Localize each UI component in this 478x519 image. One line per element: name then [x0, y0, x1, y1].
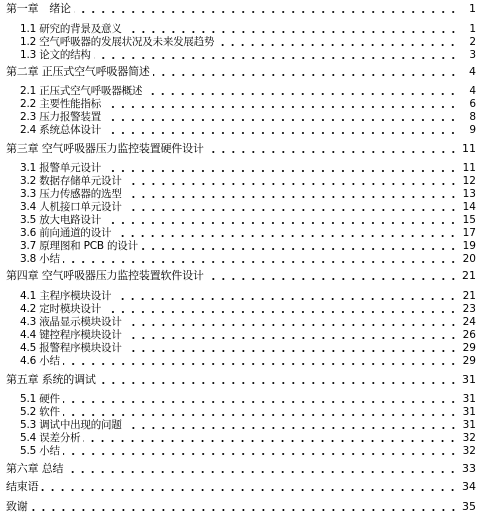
dot-leader: [207, 151, 458, 153]
toc-entry-title: 3.4 人机接口单元设计: [20, 201, 122, 213]
toc-section-entry[interactable]: [0, 303, 478, 315]
dot-leader: [104, 119, 458, 121]
toc-entry-page-number: 29: [462, 355, 476, 367]
toc-entry-title: 第六章 总结: [6, 462, 64, 475]
dot-leader: [63, 363, 458, 365]
toc-entry-title: 3.7 原理图和 PCB 的设计: [20, 240, 138, 252]
toc-section-entry[interactable]: [0, 23, 478, 35]
dot-leader: [63, 414, 458, 416]
toc-entry-title: 4.3 液晶显示模块设计: [20, 316, 122, 328]
dot-leader: [207, 278, 458, 280]
toc-section-entry[interactable]: [0, 201, 478, 213]
dot-leader: [125, 31, 458, 33]
toc-entry-title: 4.6 小结: [20, 355, 60, 367]
dot-leader: [125, 337, 458, 339]
toc-section-entry[interactable]: [0, 445, 478, 457]
toc-entry-title: 4.2 定时模块设计: [20, 303, 102, 315]
toc-entry-page-number: 4: [469, 85, 476, 97]
toc-entry-title: 1.1 研究的背景及意义: [20, 23, 122, 35]
toc-entry-page-number: 23: [462, 303, 476, 315]
toc-entry-title: 3.6 前向通道的设计: [20, 227, 112, 239]
toc-entry-title: 4.5 报警程序模块设计: [20, 342, 122, 354]
toc-chapter-entry[interactable]: [0, 463, 478, 475]
toc-entry-page-number: 6: [469, 98, 476, 110]
toc-entry-title: 5.1 硬件: [20, 393, 60, 405]
toc-entry-page-number: 1: [469, 23, 476, 35]
toc-section-entry[interactable]: [0, 162, 478, 174]
toc-entry-title: 3.3 压力传感器的选型: [20, 188, 122, 200]
toc-entry-title: 5.3 调试中出现的问题: [20, 419, 122, 431]
toc-section-entry[interactable]: [0, 329, 478, 341]
toc-section-entry[interactable]: [0, 290, 478, 302]
toc-chapter-entry[interactable]: [0, 270, 478, 282]
toc-entry-page-number: 4: [469, 65, 476, 78]
toc-entry-title: 第五章 系统的调试: [6, 373, 96, 386]
toc-entry-title: 第二章 正压式空气呼吸器简述: [6, 65, 150, 78]
dot-leader: [104, 106, 458, 108]
dot-leader: [125, 427, 458, 429]
toc-entry-title: 5.5 小结: [20, 445, 60, 457]
toc-entry-title: 1.2 空气呼吸器的发展状况及未来发展趋势: [20, 36, 215, 48]
toc-entry-page-number: 9: [469, 124, 476, 136]
toc-section-entry[interactable]: [0, 342, 478, 354]
dot-leader: [104, 311, 458, 313]
toc-chapter-entry[interactable]: [0, 481, 478, 493]
toc-entry-title: 第四章 空气呼吸器压力监控装置软件设计: [6, 269, 204, 282]
dot-leader: [94, 57, 458, 59]
toc-entry-title: 2.3 压力报警装置: [20, 111, 102, 123]
dot-leader: [125, 350, 458, 352]
toc-entry-page-number: 3: [469, 49, 476, 61]
toc-chapter-entry[interactable]: [0, 501, 478, 513]
dot-leader: [66, 471, 458, 473]
dot-leader: [217, 44, 458, 46]
dot-leader: [31, 509, 458, 511]
toc-entry-page-number: 15: [462, 214, 476, 226]
toc-section-entry[interactable]: [0, 227, 478, 239]
toc-entry-page-number: 31: [462, 406, 476, 418]
dot-leader: [153, 74, 458, 76]
toc-entry-title: 第三章 空气呼吸器压力监控装置硬件设计: [6, 142, 204, 155]
toc-section-entry[interactable]: [0, 393, 478, 405]
toc-entry-page-number: 29: [462, 342, 476, 354]
dot-leader: [63, 401, 458, 403]
dot-leader: [125, 324, 458, 326]
dot-leader: [114, 298, 458, 300]
dot-leader: [74, 11, 458, 13]
toc-entry-title: 5.2 软件: [20, 406, 60, 418]
toc-entry-title: 4.4 键控程序模块设计: [20, 329, 122, 341]
toc-entry-title: 致谢: [6, 500, 28, 513]
toc-entry-page-number: 11: [462, 142, 476, 155]
toc-entry-page-number: 20: [462, 253, 476, 265]
toc-entry-page-number: 11: [462, 162, 476, 174]
toc-entry-page-number: 31: [462, 419, 476, 431]
toc-section-entry[interactable]: [0, 214, 478, 226]
toc-entry-title: 3.2 数据存储单元设计: [20, 175, 122, 187]
toc-entry-page-number: 12: [462, 175, 476, 187]
toc-entry-title: 3.5 放大电路设计: [20, 214, 102, 226]
dot-leader: [125, 183, 458, 185]
toc-entry-title: 4.1 主程序模块设计: [20, 290, 112, 302]
dot-leader: [83, 440, 458, 442]
toc-chapter-entry[interactable]: [0, 3, 478, 15]
dot-leader: [104, 222, 458, 224]
toc-entry-page-number: 26: [462, 329, 476, 341]
toc-entry-page-number: 32: [462, 432, 476, 444]
toc-chapter-entry[interactable]: [0, 66, 478, 78]
toc-section-entry[interactable]: [0, 36, 478, 48]
toc-section-entry[interactable]: [0, 355, 478, 367]
dot-leader: [145, 93, 458, 95]
toc-entry-page-number: 31: [462, 393, 476, 405]
dot-leader: [99, 382, 458, 384]
toc-chapter-entry[interactable]: [0, 374, 478, 386]
dot-leader: [104, 170, 458, 172]
toc-entry-page-number: 19: [462, 240, 476, 252]
toc-entry-page-number: 8: [469, 111, 476, 123]
toc-chapter-entry[interactable]: [0, 143, 478, 155]
dot-leader: [125, 196, 458, 198]
toc-section-entry[interactable]: [0, 85, 478, 97]
toc-entry-page-number: 21: [462, 269, 476, 282]
dot-leader: [114, 235, 458, 237]
toc-entry-title: 3.1 报警单元设计: [20, 162, 102, 174]
toc-entry-title: 第一章 绪论: [6, 2, 71, 15]
toc-entry-page-number: 33: [462, 462, 476, 475]
dot-leader: [63, 453, 458, 455]
toc-entry-title: 1.3 论文的结构: [20, 49, 91, 61]
toc-section-entry[interactable]: [0, 111, 478, 123]
dot-leader: [41, 489, 458, 491]
toc-section-entry[interactable]: [0, 188, 478, 200]
dot-leader: [63, 261, 458, 263]
toc-entry-page-number: 24: [462, 316, 476, 328]
toc-entry-page-number: 2: [469, 36, 476, 48]
toc-section-entry[interactable]: [0, 316, 478, 328]
toc-entry-page-number: 1: [469, 2, 476, 15]
toc-section-entry[interactable]: [0, 432, 478, 444]
toc-section-entry[interactable]: [0, 175, 478, 187]
toc-section-entry[interactable]: [0, 240, 478, 252]
toc-section-entry[interactable]: [0, 419, 478, 431]
toc-entry-page-number: 35: [462, 500, 476, 513]
toc-entry-page-number: 13: [462, 188, 476, 200]
toc-entry-title: 2.1 正压式空气呼吸器概述: [20, 85, 143, 97]
toc-entry-page-number: 21: [462, 290, 476, 302]
toc-entry-page-number: 32: [462, 445, 476, 457]
toc-section-entry[interactable]: [0, 98, 478, 110]
toc-entry-title: 5.4 误差分析: [20, 432, 81, 444]
toc-section-entry[interactable]: [0, 49, 478, 61]
dot-leader: [104, 132, 458, 134]
toc-section-entry[interactable]: [0, 253, 478, 265]
toc-entry-page-number: 34: [462, 480, 476, 493]
toc-entry-title: 结束语: [6, 480, 39, 493]
toc-entry-page-number: 14: [462, 201, 476, 213]
toc-entry-page-number: 17: [462, 227, 476, 239]
toc-section-entry[interactable]: [0, 124, 478, 136]
dot-leader: [141, 248, 458, 250]
toc-entry-title: 3.8 小结: [20, 253, 60, 265]
toc-section-entry[interactable]: [0, 406, 478, 418]
toc-entry-title: 2.4 系统总体设计: [20, 124, 102, 136]
toc-entry-title: 2.2 主要性能指标: [20, 98, 102, 110]
dot-leader: [125, 209, 458, 211]
toc-entry-page-number: 31: [462, 373, 476, 386]
